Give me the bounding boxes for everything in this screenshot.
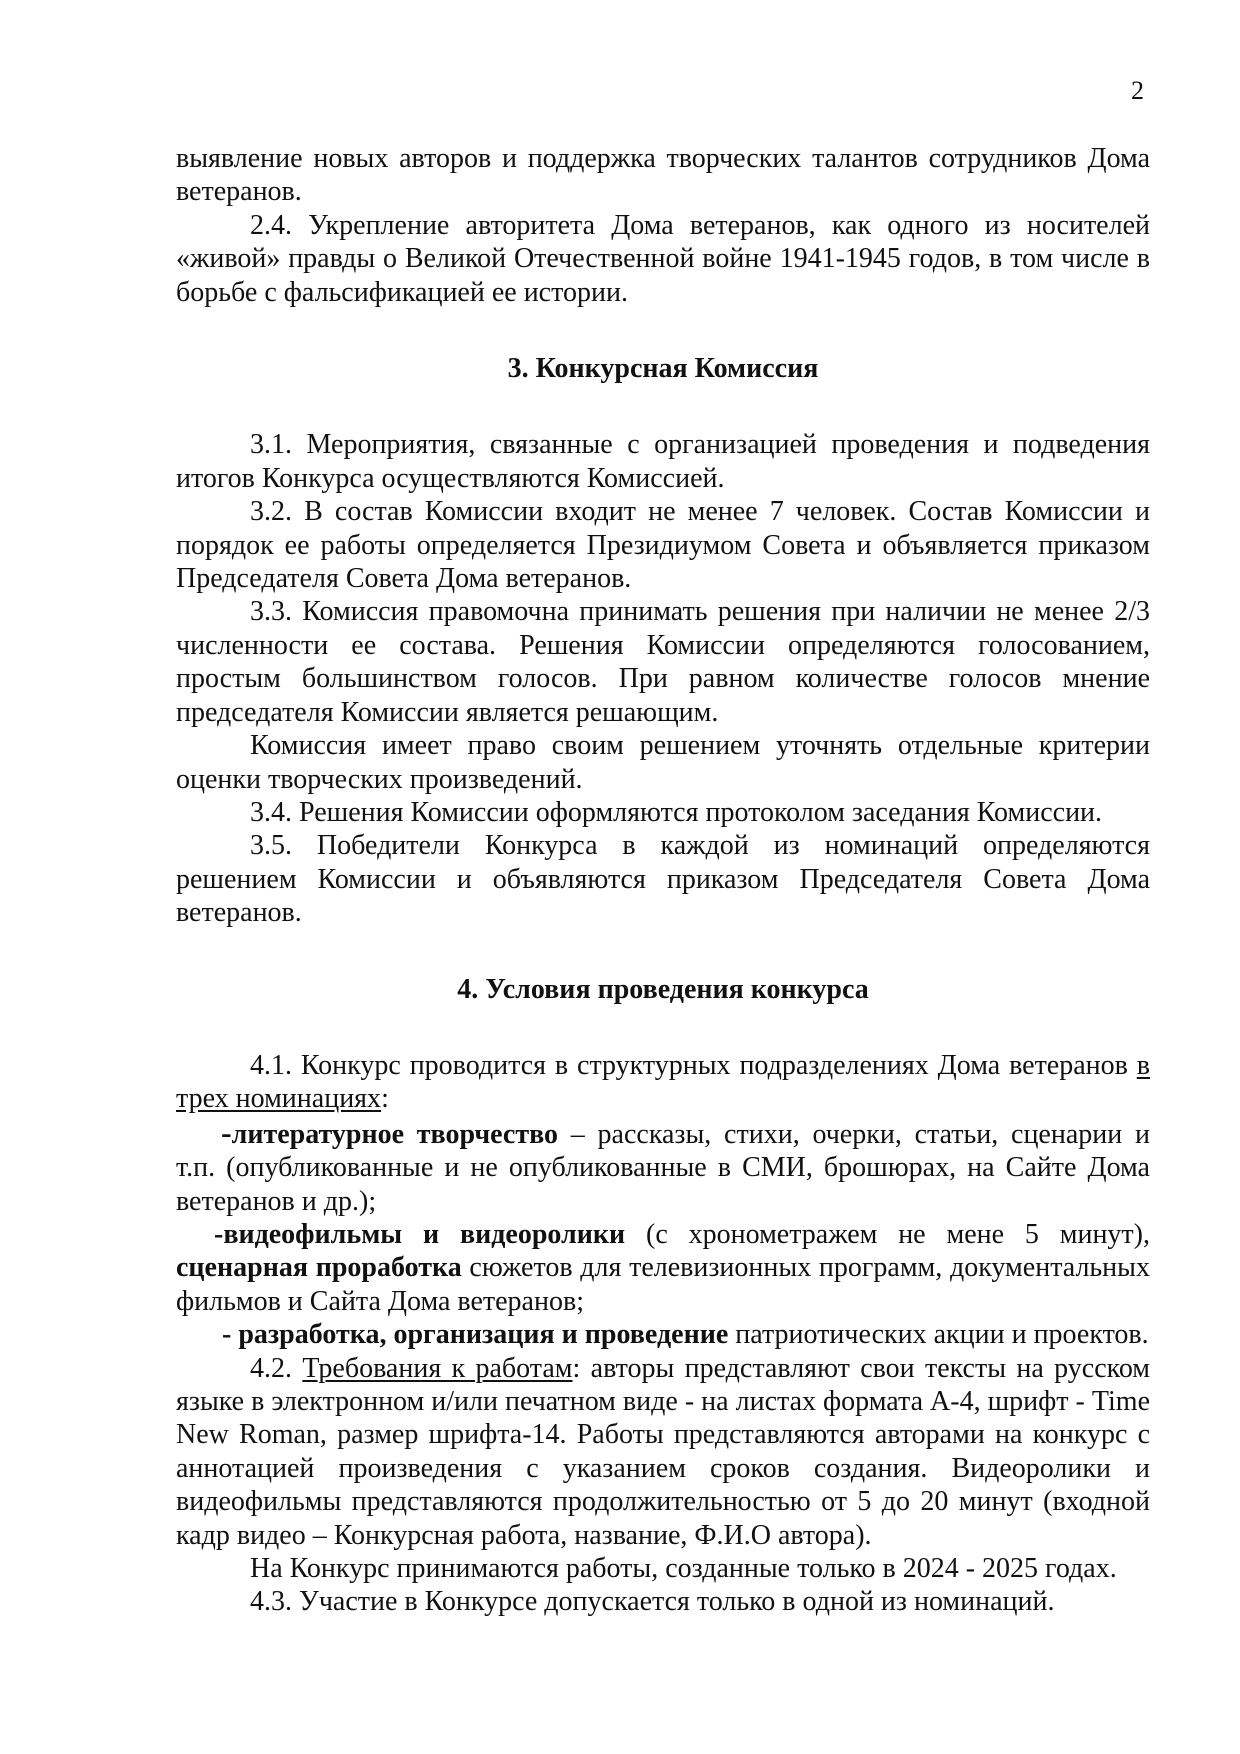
paragraph-4-1 — [176, 1049, 1150, 1116]
paragraph-3-3: 3.3. Комиссия правомочна принимать решения при наличии не менее 2/3 численности ее состава. Решения Комиссии определяются голосованием, простым большинством голосов. При равном количестве голосов мнение председателя Комиссии является решающим. — [176, 596, 1150, 728]
paragraph-commission-rights: Комиссия имеет право своим решением уточнять отдельные критерии оценки творческих произведений. — [176, 730, 1150, 795]
paragraph-3-5: 3.5. Победители Конкурса в каждой из номинаций определяются решением Комиссии и объявляются приказом Председателя Совета Дома ветеранов. — [176, 830, 1150, 929]
section-3-heading: 3. Конкурсная Комиссия — [507, 353, 819, 385]
nomination-projects — [176, 1318, 1150, 1351]
paragraph-4-1-tail: : — [381, 1083, 389, 1115]
paragraph-3-2: 3.2. В состав Комиссии входит не менее 7 человек. Состав Комиссии и порядок ее работы определяется Президиумом Совета и объявляется приказом Председателя Совета Дома ветеранов. — [176, 496, 1150, 595]
nomination-video-text: (с хронометражем не мене 5 минут), — [625, 1218, 1150, 1250]
nomination-script-text: сюжетов для телевизионных программ, документальных фильмов и Сайта Дома ветеранов; — [176, 1252, 1150, 1317]
section-4-heading: 4. Условия проведения конкурса — [457, 973, 869, 1005]
nomination-projects-title: - разработка, организация и проведение — [222, 1319, 729, 1351]
nomination-video-title: -видеофильмы и видеоролики — [214, 1218, 626, 1250]
nomination-literary-text: – рассказы, стихи, очерки, статьи, сценарии и т.п. (опубликованные и не опубликованные в СМИ, брошюрах, на Сайте Дома ветеранов и др.); — [176, 1118, 1150, 1217]
paragraph-4-2-text: : авторы представляют свои тексты на русском языке в электронном и/или печатном виде - на листах формата А-4, шрифт - Time New Roman, размер шрифта-14. Работы представляются авторами на конкурс с аннотацией произведения с указанием сроков создания. Видеоролики и видеофильмы представляются продолжительностью от 5 до 20 минут (входной кадр видео – Конкурсная работа, название, Ф.И.О автора). — [176, 1352, 1150, 1551]
paragraph-3-1: 3.1. Мероприятия, связанные с организацией проведения и подведения итогов Конкурса осуществляются Комиссией. — [176, 429, 1150, 494]
nomination-literary — [176, 1113, 1150, 1218]
nomination-dash: - — [221, 1113, 232, 1150]
paragraph-4-2 — [176, 1352, 1150, 1552]
intro-paragraph-2-4: 2.4. Укрепление авторитета Дома ветеранов, как одного из носителей «живой» правды о Великой Отечественной войне 1941-1945 годов, в том числе в борьбе с фальсификацией ее истории. — [176, 209, 1150, 308]
nomination-projects-text: патриотических акции и проектов. — [728, 1319, 1149, 1351]
intro-paragraph-1: выявление новых авторов и поддержка творческих талантов сотрудников Дома ветеранов. — [176, 143, 1150, 208]
nominations-underlined: в трех номинациях — [176, 1049, 1150, 1115]
document-body — [176, 142, 1150, 1619]
nomination-script-title: сценарная проработка — [176, 1252, 462, 1284]
paragraph-4-2-prefix: 4.2. — [250, 1352, 303, 1384]
nomination-video — [176, 1218, 1150, 1318]
paragraph-4-3: 4.3. Участие в Конкурсе допускается только в одной из номинаций. — [250, 1586, 1055, 1618]
page-number: 2 — [1131, 76, 1144, 105]
nomination-literary-title: литературное творчество — [231, 1118, 559, 1150]
paragraph-4-1-text: 4.1. Конкурс проводится в структурных подразделениях Дома ветеранов — [250, 1049, 1137, 1081]
requirements-underlined: Требования к работам — [302, 1352, 573, 1384]
paragraph-3-4: 3.4. Решения Комиссии оформляются протоколом заседания Комиссии. — [250, 796, 1103, 828]
paragraph-accepted-years: На Конкурс принимаются работы, созданные только в 2024 - 2025 годах. — [250, 1553, 1117, 1585]
